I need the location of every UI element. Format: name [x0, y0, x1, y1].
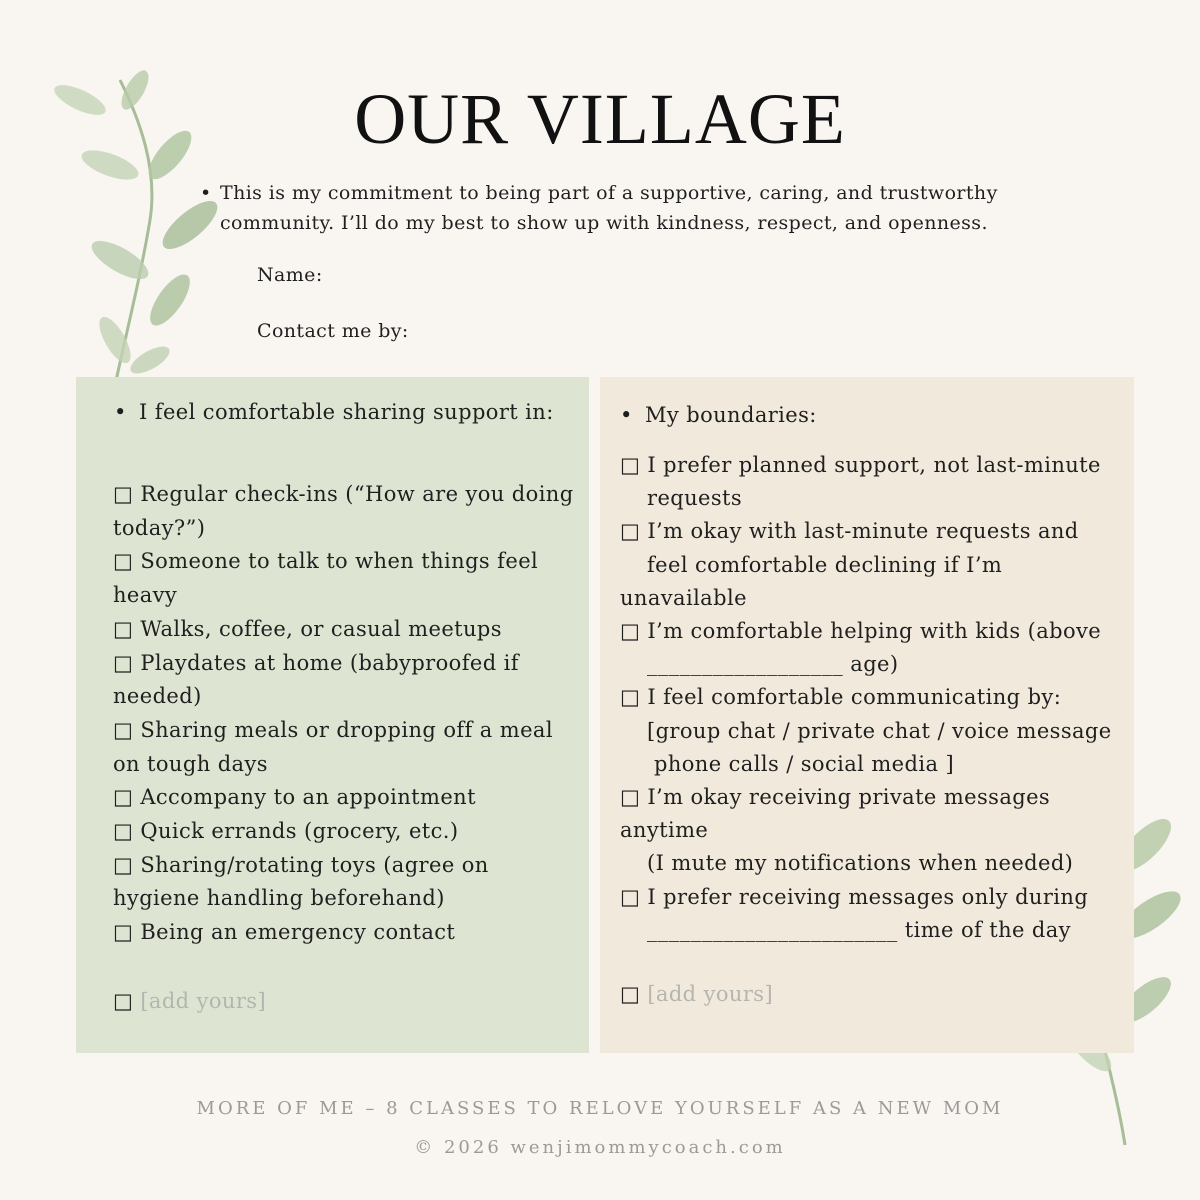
checkbox-icon[interactable]: □	[113, 852, 134, 877]
page-title: OUR VILLAGE	[354, 79, 846, 159]
boundary-option[interactable]	[620, 781, 1132, 881]
support-option-label: Sharing meals or dropping off a meal on tough days	[113, 717, 553, 776]
support-option[interactable]	[113, 849, 575, 916]
boundary-line: (I mute my notifications when needed)	[647, 851, 1074, 876]
boundaries-heading	[620, 398, 1100, 432]
checkbox-icon[interactable]: □	[113, 549, 134, 574]
support-panel	[76, 377, 589, 1053]
support-option-label: Regular check-ins (“How are you doing today?”)	[113, 482, 574, 540]
checkbox-icon[interactable]: □	[113, 650, 134, 675]
name-label: Name:	[257, 264, 323, 286]
checkbox-icon[interactable]: □	[620, 685, 641, 710]
boundary-line: feel comfortable declining if I’m	[647, 552, 1003, 577]
support-option[interactable]	[113, 916, 575, 950]
support-option-label: Being an emergency contact	[140, 920, 456, 945]
boundary-option[interactable]	[620, 615, 1132, 681]
boundary-option[interactable]	[620, 881, 1132, 947]
boundary-line: phone calls / social media ]	[654, 751, 955, 776]
checkbox-icon[interactable]: □	[113, 989, 134, 1013]
boundary-line: unavailable	[620, 585, 747, 610]
checkbox-icon[interactable]: □	[620, 519, 641, 544]
support-option-label: Someone to talk to when things feel heavy	[113, 549, 539, 608]
footer-course-title: MORE OF ME – 8 CLASSES TO RELOVE YOURSELF AS A NEW MOM	[196, 1098, 1004, 1119]
boundary-line: I prefer receiving messages only during	[647, 884, 1089, 909]
support-option-label: Quick errands (grocery, etc.)	[140, 819, 459, 844]
checkbox-icon[interactable]: □	[113, 717, 134, 742]
support-options-list	[113, 478, 575, 950]
support-option[interactable]	[113, 613, 575, 647]
add-yours-placeholder[interactable]: [add yours]	[140, 989, 267, 1013]
boundary-line: I feel comfortable communicating by:	[647, 685, 1062, 710]
checkbox-icon[interactable]: □	[620, 982, 641, 1006]
boundary-line: I’m comfortable helping with kids (above	[647, 619, 1102, 644]
support-option[interactable]	[113, 545, 575, 612]
checkbox-icon[interactable]: □	[113, 819, 134, 844]
boundary-option[interactable]	[620, 449, 1132, 515]
boundary-line: anytime	[620, 818, 709, 843]
checkbox-icon[interactable]: □	[620, 453, 641, 477]
boundaries-panel	[600, 377, 1134, 1053]
boundaries-list	[620, 449, 1132, 947]
boundary-option[interactable]	[620, 515, 1132, 615]
support-option[interactable]	[113, 478, 575, 545]
support-option-label: Playdates at home (babyproofed if needed)	[113, 650, 519, 709]
boundaries-add-yours[interactable]	[620, 982, 773, 1006]
bullet: •	[114, 400, 127, 424]
age-blank[interactable]: __________________ age)	[647, 652, 899, 677]
add-yours-placeholder[interactable]: [add yours]	[647, 982, 774, 1006]
checkbox-icon[interactable]: □	[620, 619, 641, 644]
boundary-line: I’m okay receiving private messages	[647, 785, 1051, 810]
bullet: •	[620, 403, 633, 427]
boundary-line: [group chat / private chat / voice message	[647, 718, 1112, 743]
support-heading-text: I feel comfortable sharing support in:	[139, 400, 554, 424]
commitment-statement	[200, 178, 1080, 238]
boundary-option[interactable]	[620, 681, 1132, 781]
support-option-label: Accompany to an appointment	[140, 785, 476, 810]
support-heading	[114, 395, 554, 429]
checkbox-icon[interactable]: □	[113, 616, 134, 641]
commitment-text: This is my commitment to being part of a supportive, caring, and trustworthy community. I’ll do my best to show up with kindness, respect, and openness.	[220, 182, 998, 234]
boundary-line: requests	[647, 486, 743, 511]
boundary-line: I prefer planned support, not last-minute	[647, 453, 1101, 477]
boundaries-heading-text: My boundaries:	[645, 403, 817, 427]
checkbox-icon[interactable]: □	[113, 482, 134, 506]
footer-copyright: © 2026 wenjimommycoach.com	[414, 1137, 786, 1158]
checkbox-icon[interactable]: □	[620, 884, 641, 909]
checkbox-icon[interactable]: □	[113, 920, 134, 945]
support-option[interactable]	[113, 714, 575, 781]
support-option[interactable]	[113, 781, 575, 815]
time-blank[interactable]: _______________________ time of the day	[647, 917, 1071, 942]
boundary-line: I’m okay with last-minute requests and	[647, 519, 1079, 544]
support-option[interactable]	[113, 815, 575, 849]
checkbox-icon[interactable]: □	[113, 785, 134, 810]
checkbox-icon[interactable]: □	[620, 785, 641, 810]
support-add-yours[interactable]	[113, 989, 266, 1013]
support-option[interactable]	[113, 647, 575, 714]
support-option-label: Walks, coffee, or casual meetups	[140, 616, 502, 641]
support-option-label: Sharing/rotating toys (agree on hygiene handling beforehand)	[113, 852, 489, 911]
contact-label: Contact me by:	[257, 320, 409, 342]
bullet: •	[200, 182, 212, 204]
